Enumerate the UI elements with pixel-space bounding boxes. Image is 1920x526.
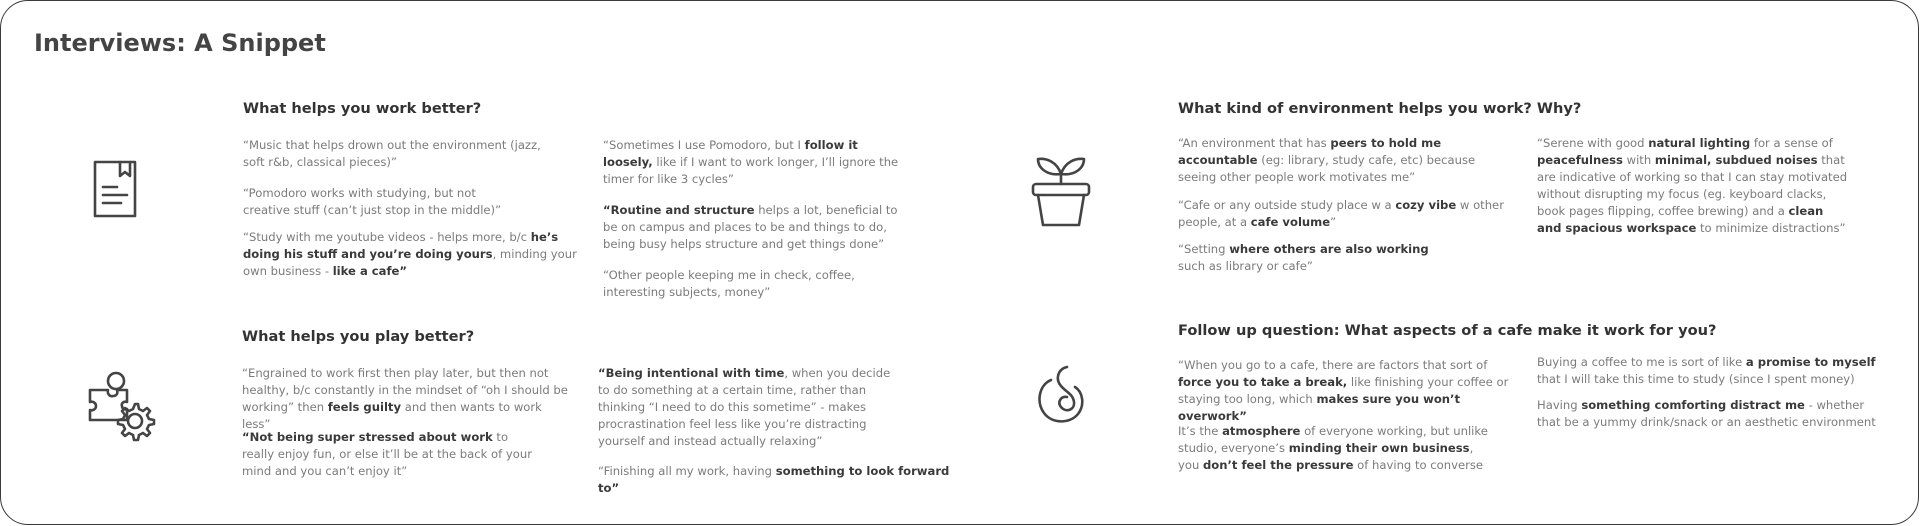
quote [1537, 397, 1877, 431]
quote-text: “Sometimes I use Pomodoro, but I [603, 138, 805, 152]
quote-text: to really enjoy fun, or else it’ll be at the back of your mind and you can’t enjoy it” [242, 430, 532, 478]
quote-text: , minding your own business - [243, 247, 577, 278]
play-section-title: What helps you play better? [242, 328, 475, 345]
quote [243, 229, 585, 280]
quote [598, 463, 968, 497]
quote-text: like finishing your coffee or staying too long, which [1178, 375, 1509, 406]
quote-text: such as library or cafe” [1178, 259, 1313, 273]
quote [1537, 135, 1849, 237]
quote-highlight: peers to hold me accountable [1178, 136, 1442, 167]
quote [243, 185, 503, 219]
quote-highlight: like a cafe” [332, 264, 408, 278]
quote-highlight: feels guilty [327, 400, 402, 414]
quote [1178, 197, 1508, 231]
quote-highlight: cafe volume [1250, 215, 1331, 229]
quote [1178, 241, 1448, 275]
quote-text: “Serene with good [1537, 136, 1649, 150]
cafe-section-title: Follow up question: What aspects of a cafe make it work for you? [1178, 322, 1717, 339]
quote-highlight: follow it loosely, [603, 138, 858, 169]
quote-text: “An environment that has [1178, 136, 1331, 150]
quote-text: ” [1330, 215, 1337, 229]
quote-text: (eg: library, study cafe, etc) because seeing other people work motivates me” [1178, 153, 1476, 184]
quote-text: “Pomodoro works with studying, but not creative stuff (can’t just stop in the middle)” [243, 186, 502, 217]
quote-text: “Engrained to work first then play later, but then not healthy, b/c constantly in the mindset of “oh I should be working” then [242, 366, 568, 414]
quote [603, 267, 863, 301]
quote-highlight: atmosphere [1222, 424, 1301, 438]
work-section-title: What helps you work better? [243, 100, 482, 117]
quote-text: that I will take this time to study (since I spent money) [1537, 372, 1855, 386]
quote [242, 429, 542, 480]
quote-highlight: “Not being super stressed about work [242, 430, 493, 444]
quote-text: of having to converse [1353, 458, 1484, 472]
quote-text: “Setting [1178, 242, 1230, 256]
quote-highlight: where others are also working [1229, 242, 1429, 256]
quote-text: , when you decide to do something at a certain time, rather than thinking “I need to do this sometime” - makes procrastination feel less like you’re distracting yourself and instead actually relaxing” [598, 366, 891, 448]
quote-text: for a sense of [1750, 136, 1833, 150]
quote-text: “Other people keeping me in check, coffee, interesting subjects, money” [603, 268, 855, 299]
quote-text: like if I want to work longer, I’ll ignore the timer for like 3 cycles” [603, 155, 899, 186]
quote-text: of everyone working, but unlike studio, everyone’s [1178, 424, 1488, 455]
quote-highlight: clean and spacious workspace [1537, 204, 1824, 235]
quote [1537, 354, 1877, 388]
quote-text: w other people, at a [1178, 198, 1504, 229]
quote-text: to minimize distractions” [1696, 221, 1846, 235]
quote-text: and then wants to work less” [242, 400, 542, 431]
quote-highlight: force you to take a break, [1178, 375, 1348, 389]
quote-text: “Music that helps drown out the environment (jazz, soft r&b, classical pieces)” [243, 138, 541, 169]
quote-text: “Finishing all my work, having [598, 464, 776, 478]
puzzle-person-gear-icon [87, 369, 159, 443]
quote-highlight: “Being intentional with time [598, 366, 785, 380]
quote [243, 137, 563, 171]
quote-highlight: makes sure you won’t overwork” [1178, 392, 1461, 423]
environment-section-title: What kind of environment helps you work? Why? [1178, 100, 1582, 117]
quote-highlight: something to look forward to” [598, 464, 950, 495]
quote-text: - whether that be a yummy drink/snack or an aesthetic environment [1537, 398, 1876, 429]
quote-highlight: don’t feel the pressure [1203, 458, 1354, 472]
quote-text: with [1622, 153, 1655, 167]
quote [1178, 135, 1513, 186]
quote-highlight: natural lighting [1648, 136, 1751, 150]
quote [603, 137, 908, 188]
quote-text: Buying a coffee to me is sort of like [1537, 355, 1746, 369]
potted-plant-icon [1030, 152, 1092, 228]
quote-highlight: minimal, subdued noises [1654, 153, 1818, 167]
document-icon [89, 159, 141, 221]
quote-text: It’s the [1178, 424, 1223, 438]
quote-highlight: a promise to myself [1745, 355, 1876, 369]
quote [242, 365, 572, 433]
quote-text: “Cafe or any outside study place w a [1178, 198, 1396, 212]
quote [603, 202, 908, 253]
quote-highlight: “Routine and structure [603, 203, 755, 217]
quote-highlight: peacefulness [1537, 153, 1623, 167]
quote-text: “Study with me youtube videos - helps more, b/c [243, 230, 531, 244]
quote [1178, 423, 1498, 474]
quote [598, 365, 904, 450]
quote-highlight: he’s doing his stuff and you’re doing yours [243, 230, 559, 261]
quote-text: , you [1178, 441, 1474, 472]
quote-text: helps a lot, beneficial to be on campus and places to be and things to do, being busy helps structure and get things done” [603, 203, 898, 251]
page-title: Interviews: A Snippet [34, 29, 326, 57]
quote [1178, 357, 1518, 425]
quote-text: that are indicative of working so that I can stay motivated without disrupting my focus (eg. keyboard clacks, book pages flipping, coffee brewing) and a [1537, 153, 1848, 218]
quote-highlight: minding their own business [1288, 441, 1470, 455]
quote-text: “When you go to a cafe, there are factors that sort of [1178, 358, 1488, 372]
quote-highlight: cozy vibe [1395, 198, 1457, 212]
quote-text: Having [1537, 398, 1582, 412]
coffee-swirl-icon [1033, 364, 1089, 426]
quote-highlight: something comforting distract me [1581, 398, 1805, 412]
